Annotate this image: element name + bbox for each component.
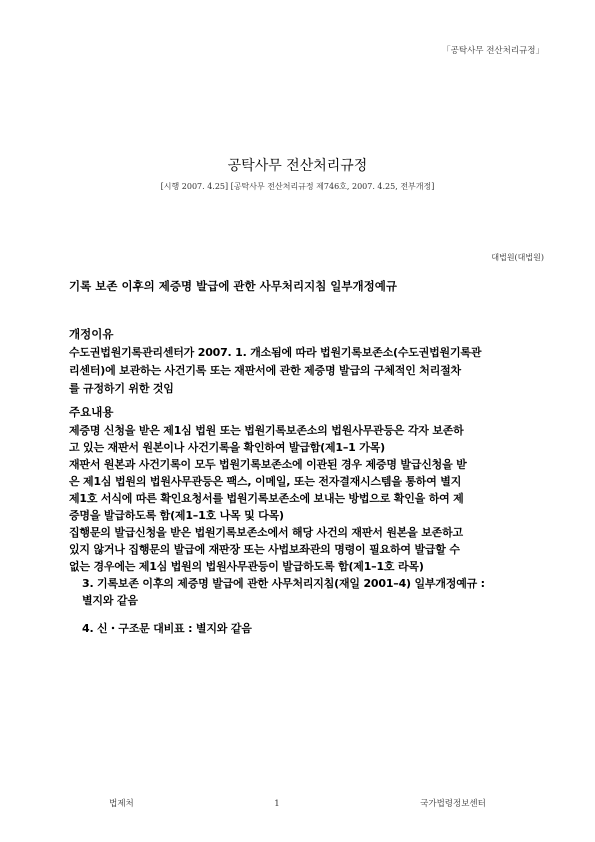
document-title: 공탁사무 전산처리규정 [227,158,368,174]
main-content-line: 제증명 신청을 받은 제1심 법원 또는 법원기록보존소의 법원사무관등은 각자 보존하 [69,424,464,437]
reason-line: 수도권법원기록관리센터가 2007. 1. 개소됨에 따라 법원기록보존소(수도권법원기록관 [69,346,482,359]
item-3: 3. 기록보존 이후의 제증명 발급에 관한 사무처리지침(재일 2001–4) 일부개정예규 : [82,577,485,590]
main-content-heading: 주요내용 [69,405,114,419]
header-tag: 「공탁사무 전산처리규정」 [442,46,544,56]
main-content-line: 있지 않거나 집행문의 발급에 재판장 또는 사법보좌관의 명령이 필요하여 발급할 수 [69,543,460,556]
notice-title: 기록 보존 이후의 제증명 발급에 관한 사무처리지침 일부개정예규 [69,279,397,293]
issuer-label: 대법원(대법원) [491,253,544,262]
reason-line: 를 규정하기 위한 것임 [69,382,174,395]
item-3-continued: 별지와 같음 [82,594,138,607]
reason-heading: 개정이유 [69,327,114,341]
main-content-line: 집행문의 발급신청을 받은 법원기록보존소에서 해당 사건의 재판서 원본을 보존하고 [69,526,463,539]
item-4: 4. 신・구조문 대비표 : 별지와 같음 [82,622,252,635]
main-content-line: 제1호 서식에 따른 확인요청서를 법원기록보존소에 보내는 방법으로 확인을 하여 제 [69,492,464,505]
document-subtitle: [시행 2007. 4.25] [공탁사무 전산처리규정 제746호, 2007. 4.25, 전부개정] [160,182,435,191]
main-content-line: 재판서 원본과 사건기록이 모두 법원기록보존소에 이관된 경우 제증명 발급신청을 받 [69,458,467,471]
main-content-line: 증명을 발급하도록 함(제1–1호 나목 및 다목) [69,509,284,522]
main-content-line: 은 제1심 법원의 법원사무관등은 팩스, 이메일, 또는 전자결재시스템을 통하여 별지 [69,475,462,488]
main-content-line: 고 있는 재판서 원본이나 사건기록을 확인하여 발급함(제1–1 가목) [69,441,385,454]
main-content-line: 없는 경우에는 제1심 법원의 법원사무관등이 발급하도록 함(제1–1호 라목) [69,560,424,573]
page-footer: 법제처 1 국가법령정보센터 [109,799,486,809]
reason-line: 리센터)에 보관하는 사건기록 또는 재판서에 관한 제증명 발급의 구체적인 처리절차 [69,364,461,377]
